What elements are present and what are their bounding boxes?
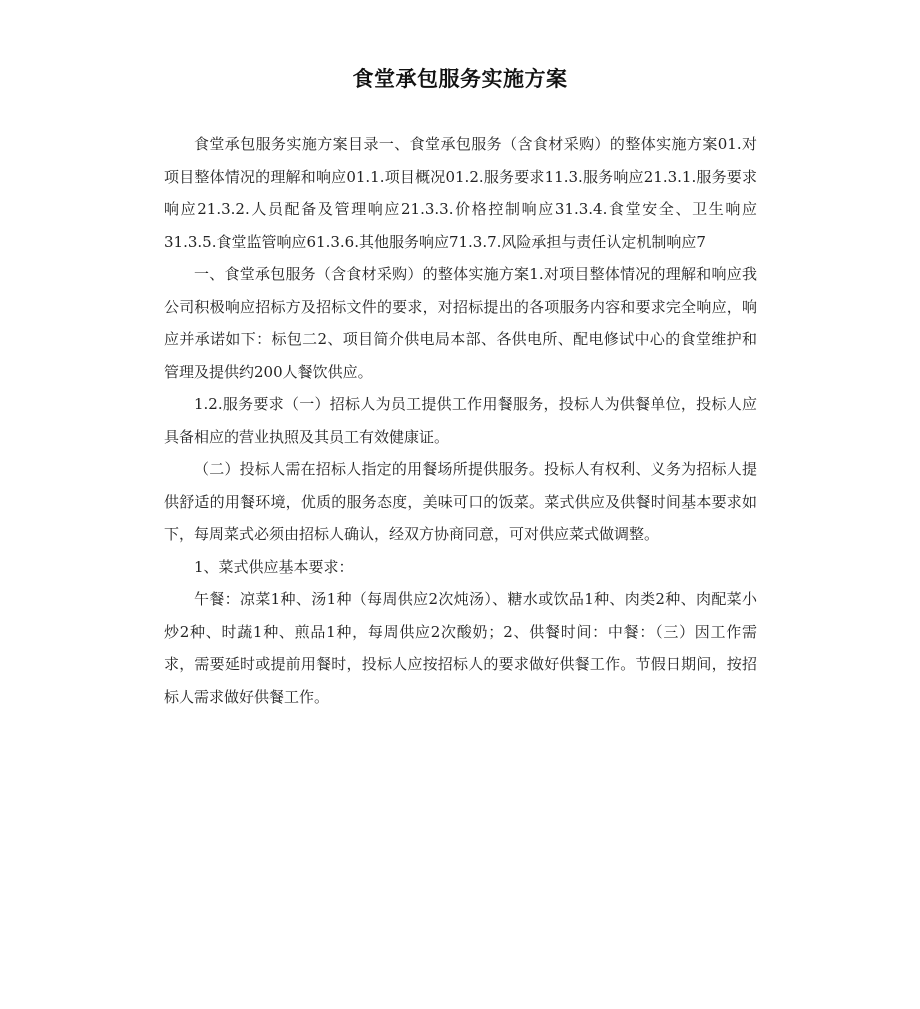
paragraph-menu-heading: 1、菜式供应基本要求： <box>194 557 354 576</box>
paragraph-overall-plan: 一、食堂承包服务（含食材采购）的整体实施方案1.对项目整体情况的理解和响应我公司积极响应招标方及招标文件的要求，对招标提出的各项服务内容和要求完全响应，响应并承诺如下：标包二2、项目简介供电局本部、各供电所、配电修试中心的食堂维护和管理及提供约200人餐饮供应。 <box>164 265 757 381</box>
document-body <box>164 128 757 713</box>
paragraph-table-of-contents: 食堂承包服务实施方案目录一、食堂承包服务（含食材采购）的整体实施方案01.对项目整体情况的理解和响应01.1.项目概况01.2.服务要求11.3.服务响应21.3.1.服务要求响应21.3.2.人员配备及管理响应21.3.3.价格控制响应31.3.4.食堂安全、卫生响应31.3.5.食堂监管响应61.3.6.其他服务响应71.3.7.风险承担与责任认定机制响应7 <box>164 135 757 251</box>
paragraph-lunch-menu: 午餐：凉菜1种、汤1种（每周供应2次炖汤）、糖水或饮品1种、肉类2种、肉配菜小炒2种、时蔬1种、煎品1种，每周供应2次酸奶；2、供餐时间：中餐：（三）因工作需求，需要延时或提前用餐时，投标人应按招标人的要求做好供餐工作。节假日期间，按招标人需求做好供餐工作。 <box>164 590 757 706</box>
document-title: 食堂承包服务实施方案 <box>352 67 568 91</box>
paragraph-service-requirements: 1.2.服务要求（一）招标人为员工提供工作用餐服务，投标人为供餐单位，投标人应具备相应的营业执照及其员工有效健康证。 <box>164 395 757 446</box>
paragraph-service-location: （二）投标人需在招标人指定的用餐场所提供服务。投标人有权利、义务为招标人提供舒适的用餐环境，优质的服务态度，美味可口的饭菜。菜式供应及供餐时间基本要求如下，每周菜式必须由招标人确认，经双方协商同意，可对供应菜式做调整。 <box>164 460 757 543</box>
